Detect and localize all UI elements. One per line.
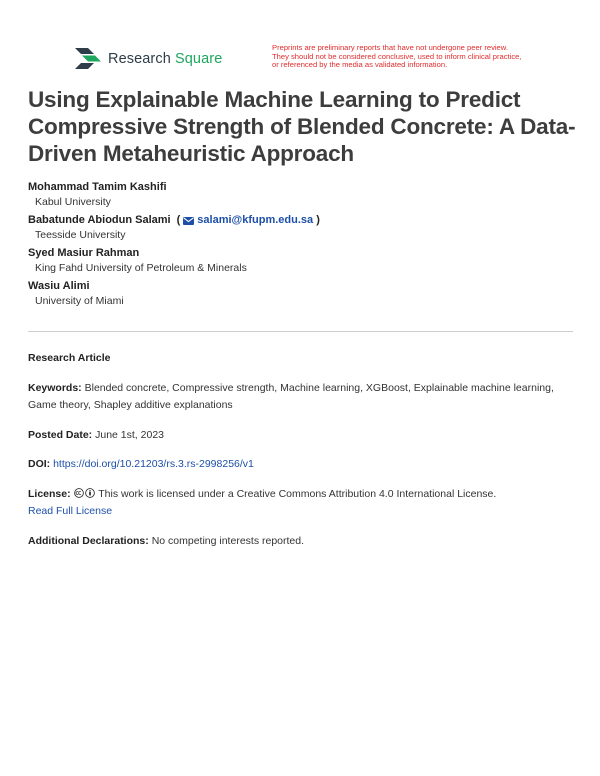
author-entry (28, 180, 580, 210)
author-name: Mohammad Tamim Kashifi (28, 181, 167, 193)
posted-date-value: June 1st, 2023 (95, 429, 164, 441)
declarations-label: Additional Declarations: (28, 535, 149, 547)
research-square-logo[interactable] (74, 46, 222, 72)
author-entry (28, 279, 580, 309)
author-email-group: ( salami@kfupm.edu.sa ) (176, 214, 320, 226)
keywords-block (28, 380, 573, 414)
notice-line: Preprints are preliminary reports that have not undergone peer review. (272, 43, 508, 52)
research-square-logo-icon (74, 46, 102, 72)
section-divider (28, 331, 573, 332)
logo-word-square: Square (175, 51, 223, 67)
declarations-value: No competing interests reported. (151, 535, 305, 547)
posted-date-block (28, 427, 573, 444)
author-entry (28, 246, 580, 276)
notice-line: They should not be considered conclusive, used to inform clinical practice, (272, 51, 522, 61)
license-block (28, 486, 573, 520)
author-name: Wasiu Alimi (28, 280, 90, 292)
notice-line: or referenced by the media as validated information. (272, 60, 448, 70)
doi-link[interactable]: https://doi.org/10.21203/rs.3.rs-2998256/v1 (53, 458, 254, 470)
keywords-label: Keywords: (28, 382, 82, 394)
creative-commons-icon (74, 488, 84, 498)
paper-title: Using Explainable Machine Learning to Predict Compressive Strength of Blended Concrete: A Data-Driven Metaheuristic Approach (28, 87, 576, 166)
preprint-notice (272, 44, 552, 70)
author-affiliation: University of Miami (35, 295, 124, 307)
author-name: Babatunde Abiodun Salami (28, 214, 171, 226)
license-text: This work is licensed under a Creative Commons Attribution 4.0 International License. (98, 488, 497, 500)
doi-block (28, 456, 573, 473)
article-type-label: Research Article (28, 352, 111, 364)
author-name: Syed Masiur Rahman (28, 247, 140, 259)
author-name-row (28, 213, 580, 228)
logo-text (108, 51, 222, 67)
doi-label: DOI: (28, 458, 51, 470)
author-list (28, 180, 580, 312)
envelope-icon (183, 217, 194, 225)
author-entry (28, 213, 580, 243)
read-full-license-link[interactable]: Read Full License (28, 505, 113, 517)
author-affiliation: Kabul University (35, 196, 111, 208)
keywords-value: Blended concrete, Compressive strength, Machine learning, XGBoost, Explainable machine learning, Game theory, Shapley additive explanations (28, 382, 554, 411)
license-label: License: (28, 488, 71, 500)
header (74, 44, 580, 80)
declarations-block (28, 533, 573, 550)
attribution-icon (85, 488, 95, 498)
author-affiliation: King Fahd University of Petroleum & Minerals (35, 262, 247, 274)
logo-word-research: Research (108, 51, 171, 67)
posted-date-label: Posted Date: (28, 429, 93, 441)
author-affiliation: Teesside University (35, 229, 126, 241)
article-type (28, 350, 573, 367)
author-email-link[interactable]: salami@kfupm.edu.sa (197, 214, 314, 226)
